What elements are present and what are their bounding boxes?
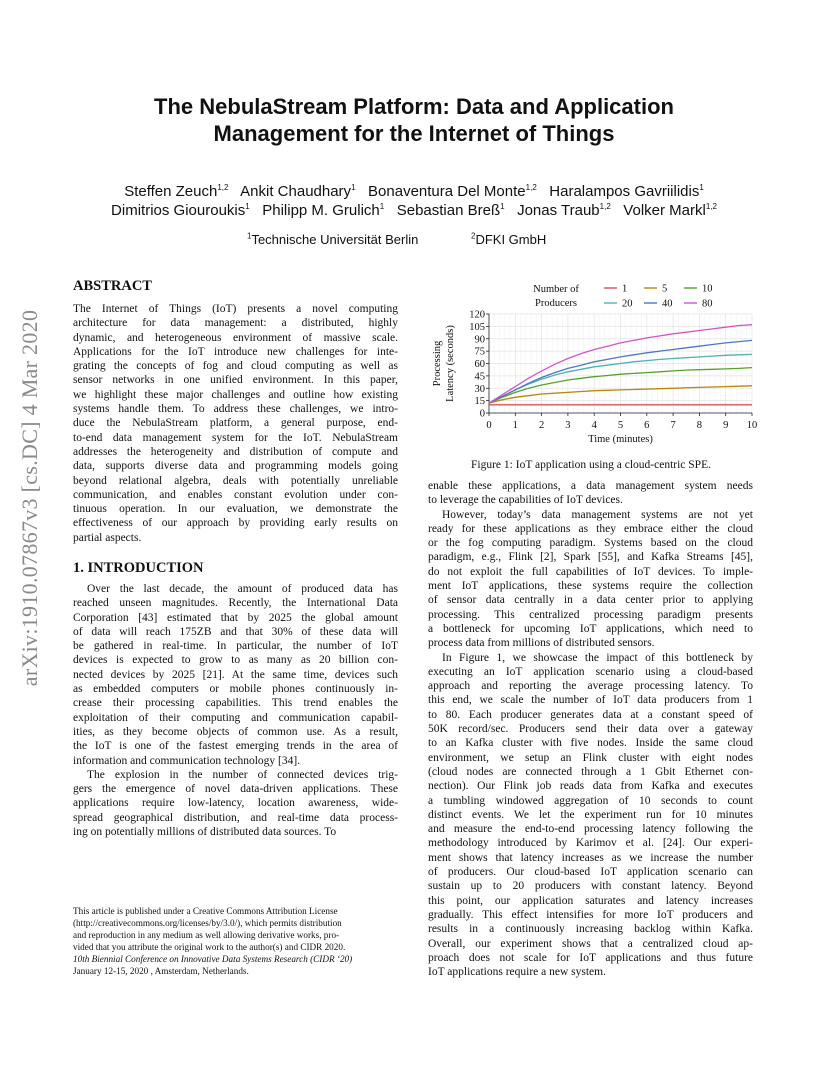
- abstract-body: [73, 302, 398, 545]
- copyright-footnote: [73, 905, 398, 977]
- y-tick-label: 120: [469, 309, 485, 321]
- abstract-line: dynamic, and heterogeneous environment of massive scale.: [73, 331, 398, 344]
- body-line: of producers. Our cloud-based IoT application scenario can: [428, 866, 753, 879]
- abstract-line: effectiveness of our approach by providing early results on: [73, 517, 398, 530]
- intro-line: gers the emergence of novel data-driven applications. These: [73, 783, 398, 796]
- intro-line: Corporation [43] estimated that by 2025 the global amount: [73, 611, 398, 624]
- intro-line: exploitation of their computing and communication capabil-: [73, 711, 398, 724]
- x-tick-label: 3: [565, 420, 571, 431]
- legend-label-80: 80: [702, 298, 713, 310]
- x-tick-label: 7: [670, 420, 676, 431]
- legend-label-20: 20: [622, 298, 633, 310]
- intro-line: reached unseen magnitudes. Recently, the International Data: [73, 597, 398, 610]
- body-line: to an Kafka cluster with five nodes. Inside the same cloud: [428, 737, 753, 750]
- x-tick-label: 1: [512, 420, 518, 431]
- x-tick-label: 10: [746, 420, 758, 431]
- abstract-line: beyond relational algebra, deals with potentially unreliable: [73, 474, 398, 487]
- x-tick-label: 9: [723, 420, 729, 431]
- body-line: methodology introduced by Karimov et al. [24]. Our experi-: [428, 837, 753, 850]
- body-line: do not exploit the full capabilities of IoT devices. To imple-: [428, 565, 753, 578]
- body-line: ready for these applications as they embrace either the cloud: [428, 522, 753, 535]
- abstract-line: communication, and enables constant evolution under con-: [73, 488, 398, 501]
- body-line: gradually. This effect intensifies for more IoT producers and: [428, 908, 753, 921]
- affiliation-2: $^2$DFKI GmbH: [471, 231, 547, 247]
- abstract-line: The Internet of Things (IoT) presents a novel computing: [73, 303, 398, 315]
- body-line: 50K record/sec. Producers send their data over a gateway: [428, 723, 753, 736]
- x-tick-label: 5: [617, 420, 624, 431]
- x-tick-label: 6: [644, 420, 650, 431]
- paper-title: [80, 93, 748, 147]
- abstract-line: partial aspects.: [73, 531, 142, 544]
- latency-chart-svg: [420, 278, 760, 450]
- author: Dimitrios Giouroukis$^1$: [111, 202, 250, 219]
- abstract-line: to-end data management system for the IoT. NebulaStream: [73, 431, 398, 444]
- intro-line: spread geographical distribution, and real-time data process-: [73, 811, 398, 824]
- body-line: proach does not scale for IoT applications and thus future: [428, 951, 753, 964]
- intro-line: information and communication technology [34].: [73, 754, 301, 767]
- abstract-line: we highlight these major challenges and outline how existing: [73, 388, 398, 401]
- abstract-line: grating the concepts of fog and cloud computing as well as: [73, 360, 398, 373]
- body-line: or the fog computing paradigm. Systems based on the cloud: [428, 537, 753, 550]
- body-line: IoT applications require a new system.: [428, 966, 606, 979]
- right-column-body: [428, 479, 753, 979]
- y-tick-label: 30: [474, 383, 485, 395]
- body-line: and measure the end-to-end processing latency following the: [428, 823, 753, 836]
- intro-line: the IoT is one of the fastest emerging trends in the area of: [73, 740, 398, 753]
- y-tick-label: 105: [469, 321, 485, 333]
- body-line: ment shows that latency increases as we increase the number: [428, 851, 753, 864]
- title-line-2: Management for the Internet of Things: [213, 121, 615, 146]
- author: Haralampos Gavriilidis$^1$: [549, 183, 704, 200]
- body-line: distinct events. We let the experiment run for 10 minutes: [428, 808, 753, 821]
- body-line: environment, we setup an Flink cluster with eight nodes: [428, 751, 753, 764]
- conference-date: January 12-15, 2020 , Amsterdam, Netherlands.: [73, 966, 249, 976]
- body-line: this end, we scale the number of IoT data producers from 1: [428, 694, 753, 707]
- author: Sebastian Breß$^1$: [396, 202, 505, 219]
- intro-line: as embedded computers or mobile phones continuously in-: [73, 683, 398, 696]
- intro-line: be gathered in real-time. In particular, the number of IoT: [73, 640, 398, 653]
- body-line: approach and reporting the average processing latency. To: [428, 680, 753, 693]
- author: Ankit Chaudhary$^1$: [240, 183, 356, 200]
- y-tick-label: 15: [474, 396, 485, 408]
- body-line: sustain up to 20 producers with constant latency. Beyond: [428, 880, 753, 893]
- intro-line: nected devices by 2025 [21]. At the same time, devices such: [73, 668, 398, 681]
- legend-label-5: 5: [662, 283, 668, 295]
- legend-label-10: 10: [702, 283, 713, 295]
- body-line: However, today’s data management systems are not yet: [442, 508, 753, 521]
- body-line: executing an IoT application scenario using a cloud-based: [428, 665, 753, 678]
- abstract-line: tinuous operation. In our evaluation, we demonstrate the: [73, 503, 398, 516]
- legend-label-40: 40: [662, 298, 673, 310]
- footnote-line: (http://creativecommons.org/licenses/by/3.0/), which permits distribution: [73, 918, 342, 928]
- arxiv-identifier: arXiv:1910.07867v3 [cs.DC] 4 Mar 2020: [17, 309, 42, 687]
- x-tick-label: 8: [696, 420, 703, 431]
- y-tick-label: 0: [479, 408, 485, 420]
- x-tick-label: 4: [591, 420, 597, 431]
- figure-1-chart: [420, 278, 760, 450]
- y-tick-label: 75: [474, 346, 485, 358]
- body-line: a bottleneck for upcoming IoT applications, which need to: [428, 622, 753, 635]
- body-line: paradigm, e.g., Flink [2], Spark [55], and Kafka Streams [45],: [428, 551, 753, 564]
- abstract-line: systems handle them. To address these challenges, we intro-: [73, 403, 398, 416]
- footnote-line: vided that you attribute the original work to the author(s) and CIDR 2020.: [73, 942, 346, 952]
- legend-title: Producers: [535, 298, 577, 309]
- x-tick-label: 0: [486, 420, 492, 431]
- body-line: enable these applications, a data management system needs: [428, 480, 753, 492]
- abstract-line: addresses the heterogeneity and distribution of compute and: [73, 445, 398, 458]
- body-line: to leverage the capabilities of IoT devices.: [428, 494, 623, 507]
- intro-line: applications require low-latency, location awareness, wide-: [73, 797, 398, 810]
- body-line: results in a continuously increasing backlog within Kafka.: [428, 923, 753, 936]
- y-tick-label: 90: [474, 334, 485, 346]
- x-axis-label: Time (minutes): [588, 434, 653, 445]
- intro-line: ing on potentially millions of distributed data sources. To: [73, 826, 337, 839]
- authors-row-1: [70, 182, 758, 202]
- introduction-heading: 1. INTRODUCTION: [73, 560, 204, 576]
- body-line: ment IoT applications, these systems require the collection: [428, 580, 753, 593]
- figure-caption: Figure 1: IoT application using a cloud-centric SPE.: [471, 459, 711, 471]
- body-line: a tumbling windowed aggregation of 10 seconds to count: [428, 794, 753, 807]
- author: Steffen Zeuch$^{1,2}$: [124, 183, 229, 200]
- y-tick-label: 60: [474, 359, 485, 370]
- intro-line: ities, as they become objects of common use. As a result,: [73, 725, 398, 738]
- body-line: nection). Our Flink job reads data from Kafka and executes: [428, 780, 753, 793]
- arxiv-sidebar: [8, 0, 52, 1072]
- x-tick-label: 2: [538, 420, 545, 431]
- intro-line: crease their processing capabilities. This trend enables the: [73, 697, 398, 710]
- title-line-1: The NebulaStream Platform: Data and Application: [154, 94, 674, 119]
- abstract-line: architecture for data management: a distributed, highly: [73, 317, 398, 330]
- y-tick-label: 45: [474, 371, 485, 383]
- abstract-line: sensor networks in one unified environment. In this paper,: [73, 374, 398, 387]
- y-axis-label: Processing: [432, 340, 443, 387]
- footnote-line: This article is published under a Creative Commons Attribution License: [73, 906, 338, 916]
- body-line: of sensor data centrally in a data center prior to applying: [428, 594, 753, 607]
- intro-line: The explosion in the number of connected devices trig-: [87, 768, 398, 781]
- affiliation-1: $^1$Technische Universität Berlin: [247, 231, 419, 247]
- body-line: Overall, our experiment shows that a centralized cloud ap-: [428, 937, 753, 950]
- legend-title: Number of: [533, 284, 579, 295]
- body-line: this point, our application saturates and latency increases: [428, 894, 753, 907]
- intro-line: Over the last decade, the amount of produced data has: [87, 583, 398, 595]
- footnote-line: and reproduction in any medium as well allowing derivative works, pro-: [73, 930, 340, 940]
- legend-label-1: 1: [622, 283, 628, 295]
- abstract-line: data, supports diverse data and programming models going: [73, 460, 398, 473]
- author: Jonas Traub$^{1,2}$: [517, 202, 611, 219]
- abstract-heading: ABSTRACT: [73, 278, 152, 294]
- author: Volker Markl$^{1,2}$: [623, 202, 717, 219]
- introduction-body: [73, 582, 398, 839]
- author: Philipp M. Grulich$^1$: [262, 202, 385, 219]
- author: Bonaventura Del Monte$^{1,2}$: [368, 183, 537, 200]
- authors-row-2: [70, 201, 758, 221]
- y-axis-label: Latency (seconds): [445, 325, 456, 402]
- abstract-line: duce the NebulaStream platform, a general purpose, end-: [73, 417, 398, 430]
- body-line: process data from millions of distributed sensors.: [428, 637, 655, 650]
- body-line: to 80. Each producer generates data at a constant speed of: [428, 708, 753, 721]
- abstract-line: Applications for the IoT introduce new challenges for inte-: [73, 345, 398, 358]
- body-line: processing. This centralized processing paradigm presents: [428, 608, 753, 621]
- body-line: (cloud nodes are connected through a 1 Gbit Ethernet con-: [428, 765, 753, 778]
- intro-line: of data will reach 175ZB and that 30% of these data will: [73, 625, 398, 638]
- conference-name: 10th Biennial Conference on Innovative Data Systems Research (CIDR ‘20): [73, 954, 353, 964]
- body-line: In Figure 1, we showcase the impact of this bottleneck by: [442, 651, 753, 664]
- intro-line: devices is expected to grow to as many as 20 billion con-: [73, 654, 398, 667]
